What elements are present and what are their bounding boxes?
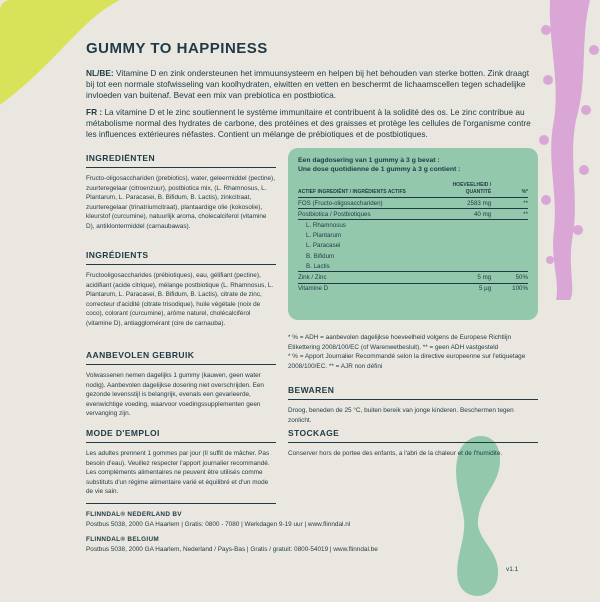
intro-nl-prefix: NL/BE: (86, 68, 114, 78)
ingredienten-text: Fructo-oligosacchariden (prebiotics), water, geleermiddel (pectine), zuurteregelaar (citroenzuur), postbiotica mix, (L. Rhamnosus, L. Plantarum, L. Paracasei, B. Bifidum, B. Lactis), zinkcitraat, zuurteregelaar (trinatriumcitraat), plantaardige olie (kokosolie), kleurstof (curcumine), natuurlijk aroma, cholecalciferol (vitamine D), antiklontermiddel (carnaubawas). (86, 175, 275, 230)
section-bewaren (288, 385, 538, 425)
intro-nl (86, 68, 531, 102)
row-name: L. Rhamnosus (306, 221, 346, 229)
company-nl: FLINNDAL® NEDERLAND BV (86, 511, 182, 518)
table-row (298, 272, 528, 283)
intro-fr-prefix: FR : (86, 106, 103, 117)
col-percent: %* (491, 180, 528, 198)
aanbevolen-text: Volwassenen nemen dagelijks 1 gummy (kauwen, geen water nodig). Aanbevolen dagelijkse dosering niet overschrijden. Een gezonde levensstijl is belangrijk, evenals een gevarieerde, evenwichtige voeding, waarvoor voedingssupplementen geen vervanging zijn. (86, 372, 264, 417)
dose-nl: Een dagdosering van 1 gummy à 3 g bevat : (298, 157, 440, 164)
table-row (298, 261, 528, 272)
row-name: B. Lactis (298, 261, 431, 272)
row-qty: 2583 mg (431, 198, 491, 209)
row-name: Postbiotica / Postbiotiques (298, 209, 431, 220)
stockage-text: Conserver hors de portee des enfants, a l'abri de la chaleur et de l'humidite. (288, 450, 503, 457)
company-addresses (86, 510, 526, 560)
table-row (298, 283, 528, 294)
address-be-line: Postbus 5038, 2000 GA Haarlem, Nederland / Pays-Bas | Gratis / gratuit: 0800-54019 | www.flinndal.be (86, 545, 378, 553)
row-name: L. Plantarum (306, 232, 342, 240)
table-row (298, 220, 528, 231)
version-label: v1.1 (506, 566, 519, 573)
row-qty: 5 mg (431, 272, 491, 283)
intro-fr (86, 107, 531, 141)
table-row (298, 241, 528, 251)
section-aanbevolen-gebruik (86, 350, 276, 419)
row-pct: ** (491, 198, 528, 209)
row-pct: 50% (491, 272, 528, 283)
ingredients-fr-text: Fructooligosaccharides (prébiotiques), eau, gélifiant (pectine), acidifiant (acide citrique), mélange postbiotique (L. Rhamnosus, L. Plantarum, L. Paracasei, B. Bifidum, B. Lactis), citrate de zinc, correcteur d'acidité (citrate trisodique), huile végétale (noix de coco), colorant (curcumine), arôme naturel, cholécalciférol (vitamine D), antiagglomérant (cire de carnauba). (86, 272, 274, 327)
row-name: L. Paracasei (306, 242, 341, 250)
aanbevolen-heading: AANBEVOLEN GEBRUIK (86, 350, 276, 365)
intro-nl-text: Vitamine D en zink ondersteunen het immuunsysteem en helpen bij het behouden van sterke botten. Zink draagt bij tot een normale stofwisseling van koolhydraten, eiwitten en vetten en beschermt de lichaamscellen tegen schadelijke invloeden van buitenaf. Bevat een mix van prebiotica en postbiotica. (86, 68, 530, 101)
intro-fr-text: La vitamine D et le zinc soutiennent le système immunitaire et contribuent à la solidité des os. Le zinc contribue au métabolisme normal des hydrates de carbone, des protéines et des graisses et protège les cellules de l'organisme contre les influences extérieures néfastes. Contient un mélange de prébiotiques et de postbiotiques. (86, 106, 531, 140)
table-row (298, 231, 528, 241)
row-name: Vitamine D (298, 285, 329, 293)
dose-fr: Une dose quotidienne de 1 gummy à 3 g contient : (298, 166, 461, 173)
section-ingredienten (86, 153, 276, 231)
col-ingredient: ACTIEF INGREDIËNT / INGRÉDIENTS ACTIFS (298, 180, 431, 198)
company-be: FLINNDAL® BELGIUM (86, 536, 159, 544)
dose-heading (298, 156, 528, 174)
section-stockage (288, 428, 538, 459)
section-divider (86, 503, 276, 504)
row-name: B. Bifidum (306, 252, 335, 260)
ingredients-fr-heading: INGRÉDIENTS (86, 250, 276, 265)
footnote-nl: * % = ADH = aanbevolen dagelijkse hoeveelheid volgens de Europese Richtlijn Etikettering 2008/100/EC (of Warenwetbesluit). ** = geen ADH vastgesteld (288, 334, 512, 351)
row-pct: ** (491, 209, 528, 220)
address-be (86, 535, 526, 554)
row-name: Zink / Zinc (298, 272, 431, 283)
col-quantity: HOEVEELHEID / QUANTITÉ (431, 180, 491, 198)
row-qty: 40 mg (431, 209, 491, 220)
page-title: GUMMY TO HAPPINESS (86, 40, 268, 57)
intro-text (86, 68, 531, 145)
row-qty: 5 µg (479, 285, 492, 293)
mode-heading: MODE D'EMPLOI (86, 428, 276, 443)
footnotes (288, 333, 538, 371)
footnote-fr: * % = Apport Journalier Recommandé selon la directive europeenne sur l'etiquetage 2008/100/EC. ** = AJR non défini (288, 353, 526, 370)
nutrition-panel (288, 148, 538, 320)
row-pct: 100% (512, 285, 528, 293)
table-row (298, 198, 528, 209)
section-mode-emploi (86, 428, 276, 504)
section-ingredients-fr (86, 250, 276, 328)
bewaren-text: Droog, beneden de 25 °C, buiten bereik van jonge kinderen. Beschermen tegen zonlicht. (288, 407, 514, 424)
address-nl-line: Postbus 5038, 2000 GA Haarlem | Gratis: 0800 - 7080 | Werkdagen 9-19 uur | www.flinndal.nl (86, 520, 351, 528)
row-name: FOS (Fructo-oligosacchariden) (298, 198, 431, 209)
ingredienten-heading: INGREDIËNTEN (86, 153, 276, 168)
mode-text: Les adultes prennent 1 gommes par jour (Il suffit de mâcher. Pas besoin d'eau). Veuillez respecter l'apport journalier recommandé. Les compléments alimentaires ne peuvent être utilisés comme substituts d'un régime alimentaire varié et équilibré et d'un mode de vie sain. (86, 450, 270, 495)
nutrition-table (298, 180, 528, 294)
table-row (298, 251, 528, 261)
bewaren-heading: BEWAREN (288, 385, 538, 400)
address-nl (86, 510, 526, 529)
stockage-heading: STOCKAGE (288, 428, 538, 443)
table-row (298, 209, 528, 220)
